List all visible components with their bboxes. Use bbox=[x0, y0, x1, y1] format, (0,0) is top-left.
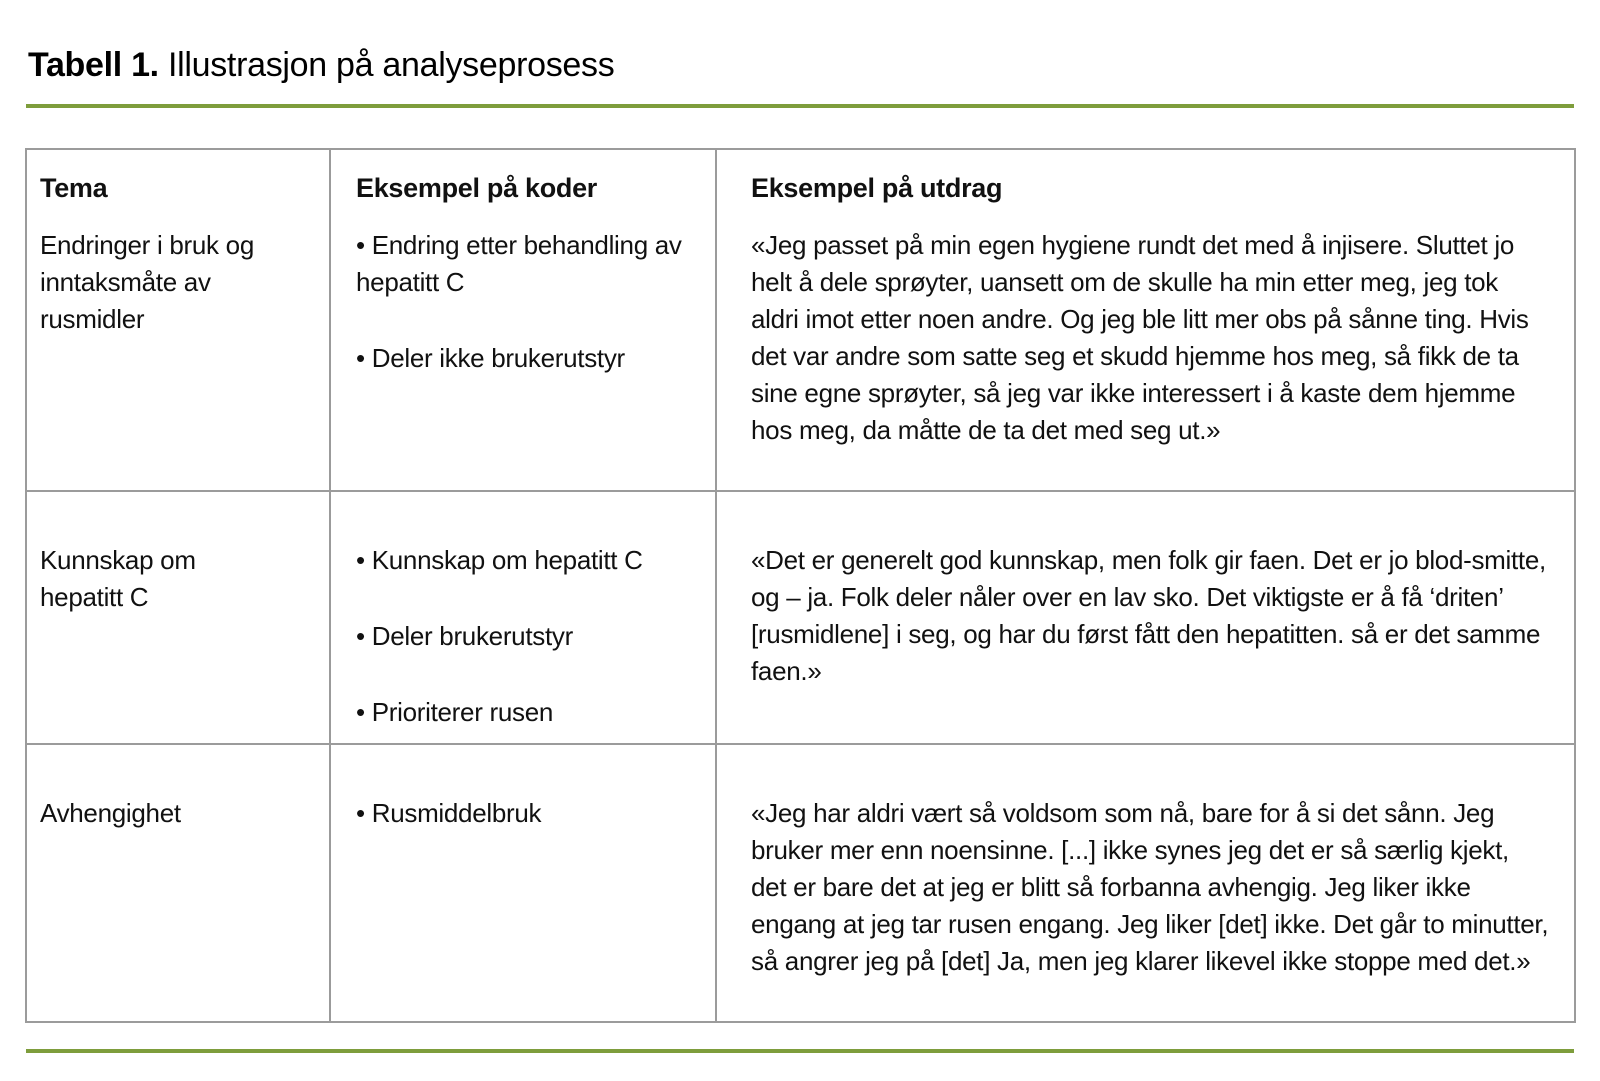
table-row bbox=[26, 221, 1575, 491]
table-caption-label: Tabell 1. bbox=[28, 46, 159, 84]
table-caption bbox=[28, 44, 1574, 86]
analysis-table bbox=[25, 148, 1576, 1023]
table-row bbox=[26, 744, 1575, 1022]
koder-bullet-item: • Prioriterer rusen bbox=[356, 697, 554, 727]
tema-cell bbox=[26, 491, 330, 744]
table-header-row bbox=[26, 149, 1575, 221]
utdrag-cell bbox=[716, 744, 1575, 1022]
utdrag-quote: «Det er generelt god kunnskap, men folk gir faen. Det er jo blod-smitte, og – ja. Folk deler nåler over en lav sko. Det viktigste er å få ‘driten’ [rusmidlene] i seg, og har du først fått den hepatitten. så er det samme faen.» bbox=[751, 545, 1546, 686]
utdrag-cell bbox=[716, 491, 1575, 744]
table-row bbox=[26, 491, 1575, 744]
header-eksempel-pa-koder: Eksempel på koder bbox=[330, 149, 716, 221]
header-tema: Tema bbox=[40, 173, 108, 203]
tema-cell bbox=[26, 744, 330, 1022]
utdrag-quote: «Jeg har aldri vært så voldsom som nå, bare for å si det sånn. Jeg bruker mer enn noensinne. [...] ikke synes jeg det er så særlig kjekt, det er bare det at jeg er blitt så forbanna avhengig. Jeg liker ikke engang at jeg tar rusen engang. Jeg liker [det] ikke. Det går to minutter, så angrer jeg på [det] Ja, men jeg klarer likevel ikke stoppe med det.» bbox=[751, 798, 1549, 976]
koder-cell bbox=[330, 491, 716, 744]
koder-bullet-item: • Deler ikke brukerutstyr bbox=[356, 343, 625, 373]
utdrag-cell bbox=[716, 221, 1575, 491]
top-divider-rule bbox=[26, 104, 1574, 108]
table-caption-text: Illustrasjon på analyseprosess bbox=[158, 46, 615, 84]
utdrag-quote: «Jeg passet på min egen hygiene rundt det med å injisere. Sluttet jo helt å dele sprøyter, uansett om de skulle ha min etter meg, jeg tok aldri imot etter noen andre. Og jeg ble litt mer obs på sånne ting. Hvis det var andre som satte seg et skudd hjemme hos meg, så fikk de ta sine egne sprøyter, så jeg var ikke interessert i å kaste dem hjemme hos meg, da måtte de ta det med seg ut.» bbox=[751, 230, 1529, 445]
koder-bullet-item: • Kunnskap om hepatitt C bbox=[356, 545, 643, 575]
koder-bullet-item: • Deler brukerutstyr bbox=[356, 621, 573, 651]
tema-cell bbox=[26, 221, 330, 491]
koder-bullet-item: • Endring etter behandling av hepatitt C bbox=[356, 230, 682, 297]
bottom-divider-rule bbox=[26, 1049, 1574, 1053]
tema-text: Avhengighet bbox=[40, 798, 181, 828]
tema-text: Kunnskap om hepatitt C bbox=[40, 545, 196, 612]
tema-text: Endringer i bruk og inntaksmåte av rusmidler bbox=[40, 230, 254, 334]
koder-bullet-item: • Rusmiddelbruk bbox=[356, 798, 542, 828]
header-eksempel-pa-utdrag: Eksempel på utdrag bbox=[716, 149, 1575, 221]
koder-cell bbox=[330, 744, 716, 1022]
koder-cell bbox=[330, 221, 716, 491]
